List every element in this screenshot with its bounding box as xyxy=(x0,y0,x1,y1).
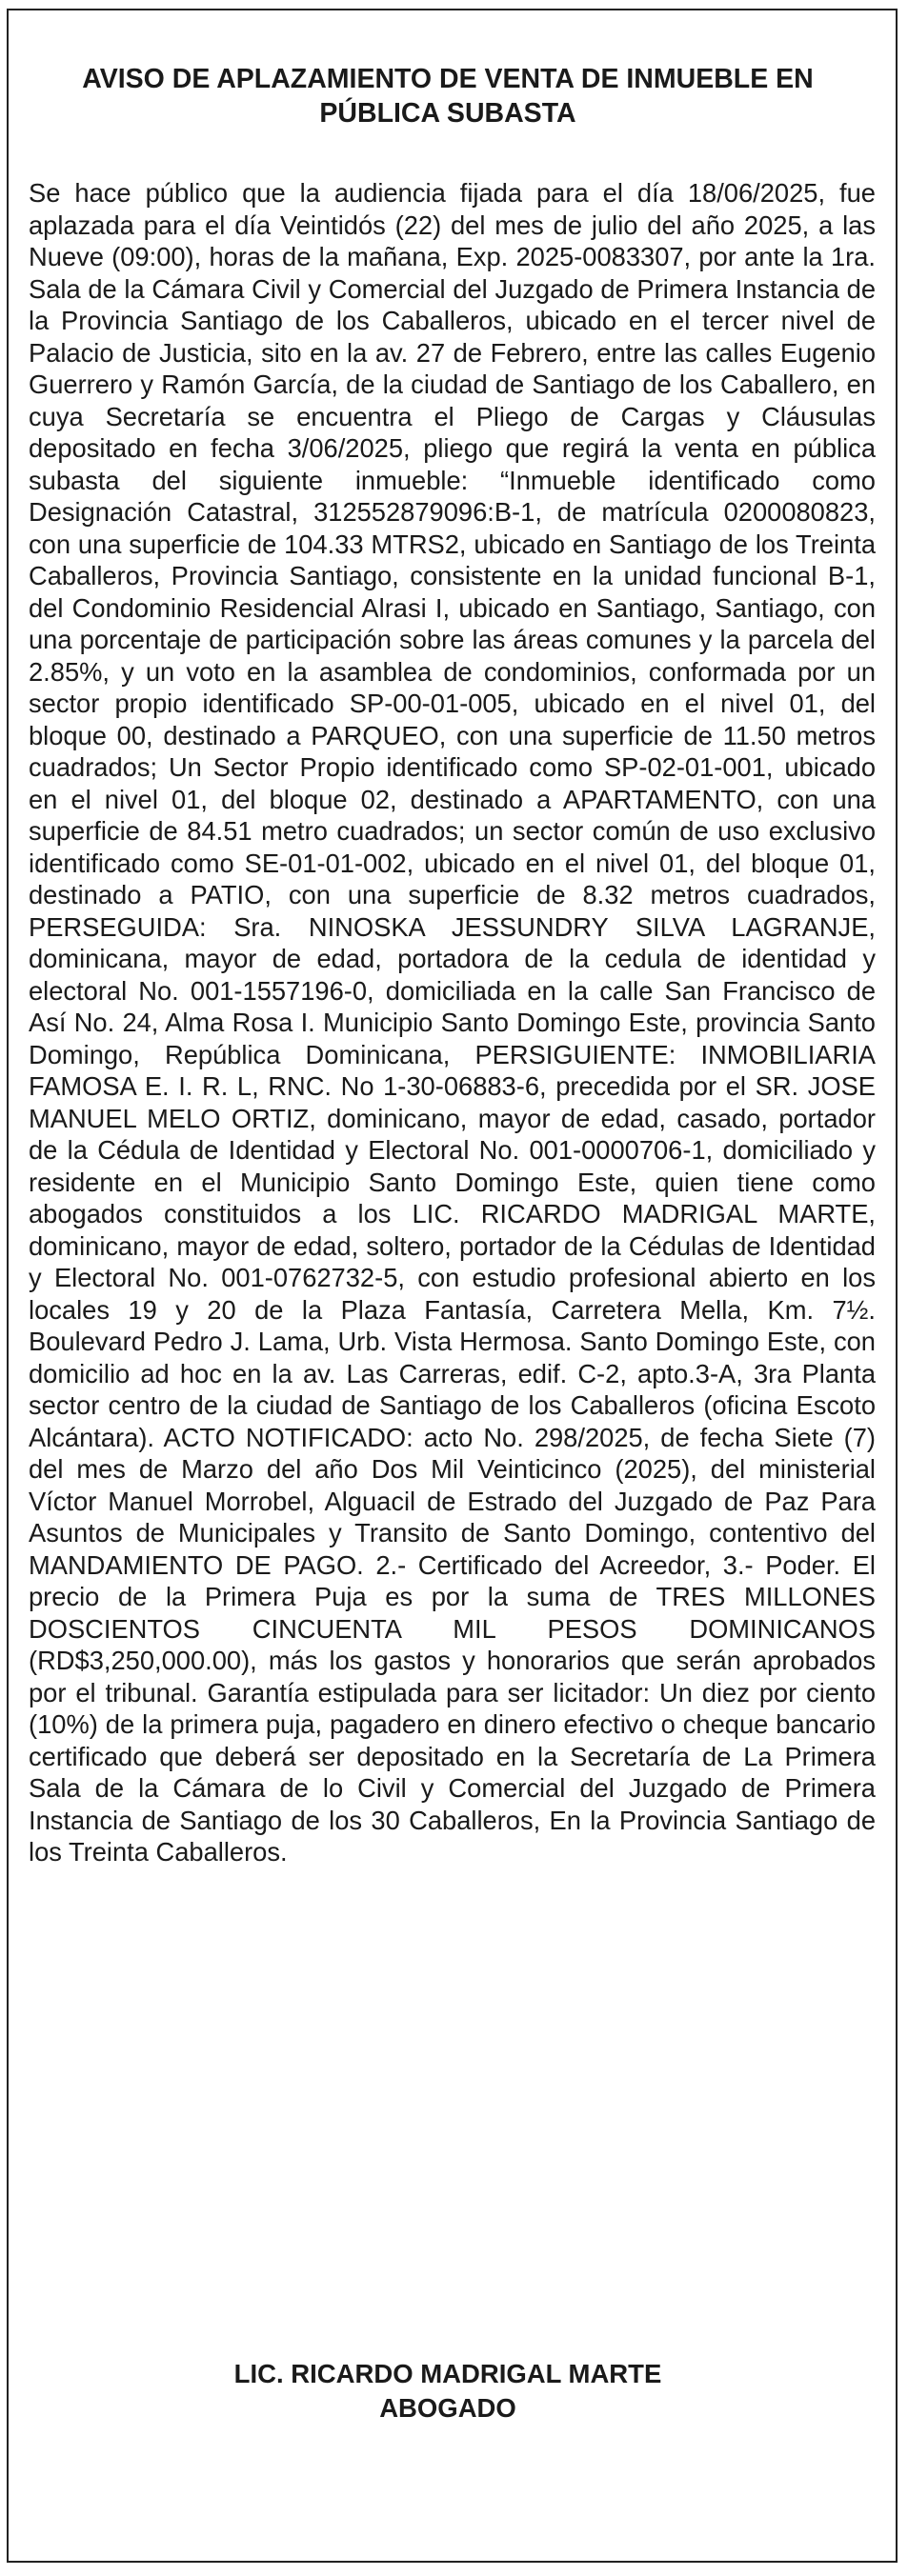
signature-title: ABOGADO xyxy=(379,2393,516,2423)
signature-block xyxy=(57,2357,838,2426)
notice-title: AVISO DE APLAZAMIENTO DE VENTA DE INMUEBLE EN PÚBLICA SUBASTA xyxy=(82,64,814,129)
notice-body-text: Se hace público que la audiencia fijada para el día 18/06/2025, fue aplazada para el día Veintidós (22) del mes de julio del año 2025, a las Nueve (09:00), horas de la mañana, Exp. 2025-0083307, por ante la 1ra. Sala de la Cámara Civil y Comercial del Juzgado de Primera Instancia de la Provincia Santiago de los Caballeros, ubicado en el tercer nivel de Palacio de Justicia, sito en la av. 27 de Febrero, entre las calles Eugenio Guerrero y Ramón García, de la ciudad de Santiago de los Caballero, en cuya Secretaría se encuentra el Pliego de Cargas y Cláusulas depositado en fecha 3/06/2025, pliego que regirá la venta en pública subasta del siguiente inmueble: “Inmueble identificado como Designación Catastral, 312552879096:B-1, de matrícula 0200080823, con una superficie de 104.33 MTRS2, ubicado en Santiago de los Treinta Caballeros, Provincia Santiago, consistente en la unidad funcional B-1, del Condominio Residencial Alrasi I, ubicado en Santiago, Santiago, con una porcentaje de participación sobre las áreas comunes y la parcela del 2.85%, y un voto en la asamblea de condominios, conformada por un sector propio identificado SP-00-01-005, ubicado en el nivel 01, del bloque 00, destinado a PARQUEO, con una superficie de 11.50 metros cuadrados; Un Sector Propio identificado como SP-02-01-001, ubicado en el nivel 01, del bloque 02, destinado a APARTAMENTO, con una superficie de 84.51 metro cuadrados; un sector común de uso exclusivo identificado como SE-01-01-002, ubicado en el nivel 01, del bloque 01, destinado a PATIO, con una superficie de 8.32 metros cuadrados, PERSEGUIDA: Sra. NINOSKA JESSUNDRY SILVA LAGRANJE, dominicana, mayor de edad, portadora de la cedula de identidad y electoral No. 001-1557196-0, domiciliada en la calle San Francisco de Así No. 24, Alma Rosa I. Municipio Santo Domingo Este, provincia Santo Domingo, República Dominicana, PERSIGUIENTE: INMOBILIARIA FAMOSA E. I. R. L, RNC. No 1-30-06883-6, precedida por el SR. JOSE MANUEL MELO ORTIZ, dominicano, mayor de edad, casado, portador de la Cédula de Identidad y Electoral No. 001-0000706-1, domiciliado y residente en el Municipio Santo Domingo Este, quien tiene como abogados constituidos a los LIC. RICARDO MADRIGAL MARTE, dominicano, mayor de edad, soltero, portador de la Cédulas de Identidad y Electoral No. 001-0762732-5, con estudio profesional abierto en los locales 19 y 20 de la Plaza Fantasía, Carretera Mella, Km. 7½. Boulevard Pedro J. Lama, Urb. Vista Hermosa. Santo Domingo Este, con domicilio ad hoc en la av. Las Carreras, edif. C-2, apto.3-A, 3ra Planta sector centro de la ciudad de Santiago de los Caballeros (oficina Escoto Alcántara). ACTO NOTIFICADO: acto No. 298/2025, de fecha Siete (7) del mes de Marzo del año Dos Mil Veinticinco (2025), del ministerial Víctor Manuel Morrobel, Alguacil de Estrado del Juzgado de Paz Para Asuntos de Municipales y Transito de Santo Domingo, contentivo del MANDAMIENTO DE PAGO. 2.- Certificado del Acreedor, 3.- Poder. El precio de la Primera Puja es por la suma de TRES MILLONES DOSCIENTOS CINCUENTA MIL PESOS DOMINICANOS (RD$3,250,000.00), más los gastos y honorarios que serán aprobados por el tribunal. Garantía estipulada para ser licitador: Un diez por ciento (10%) de la primera puja, pagadero en dinero efectivo o cheque bancario certificado que deberá ser depositado en la Secretaría de La Primera Sala de la Cámara de lo Civil y Comercial del Juzgado de Primera Instancia de Santiago de los 30 Caballeros, En la Provincia Santiago de los Treinta Caballeros. xyxy=(29,178,876,1867)
signature-name: LIC. RICARDO MADRIGAL MARTE xyxy=(233,2359,662,2388)
